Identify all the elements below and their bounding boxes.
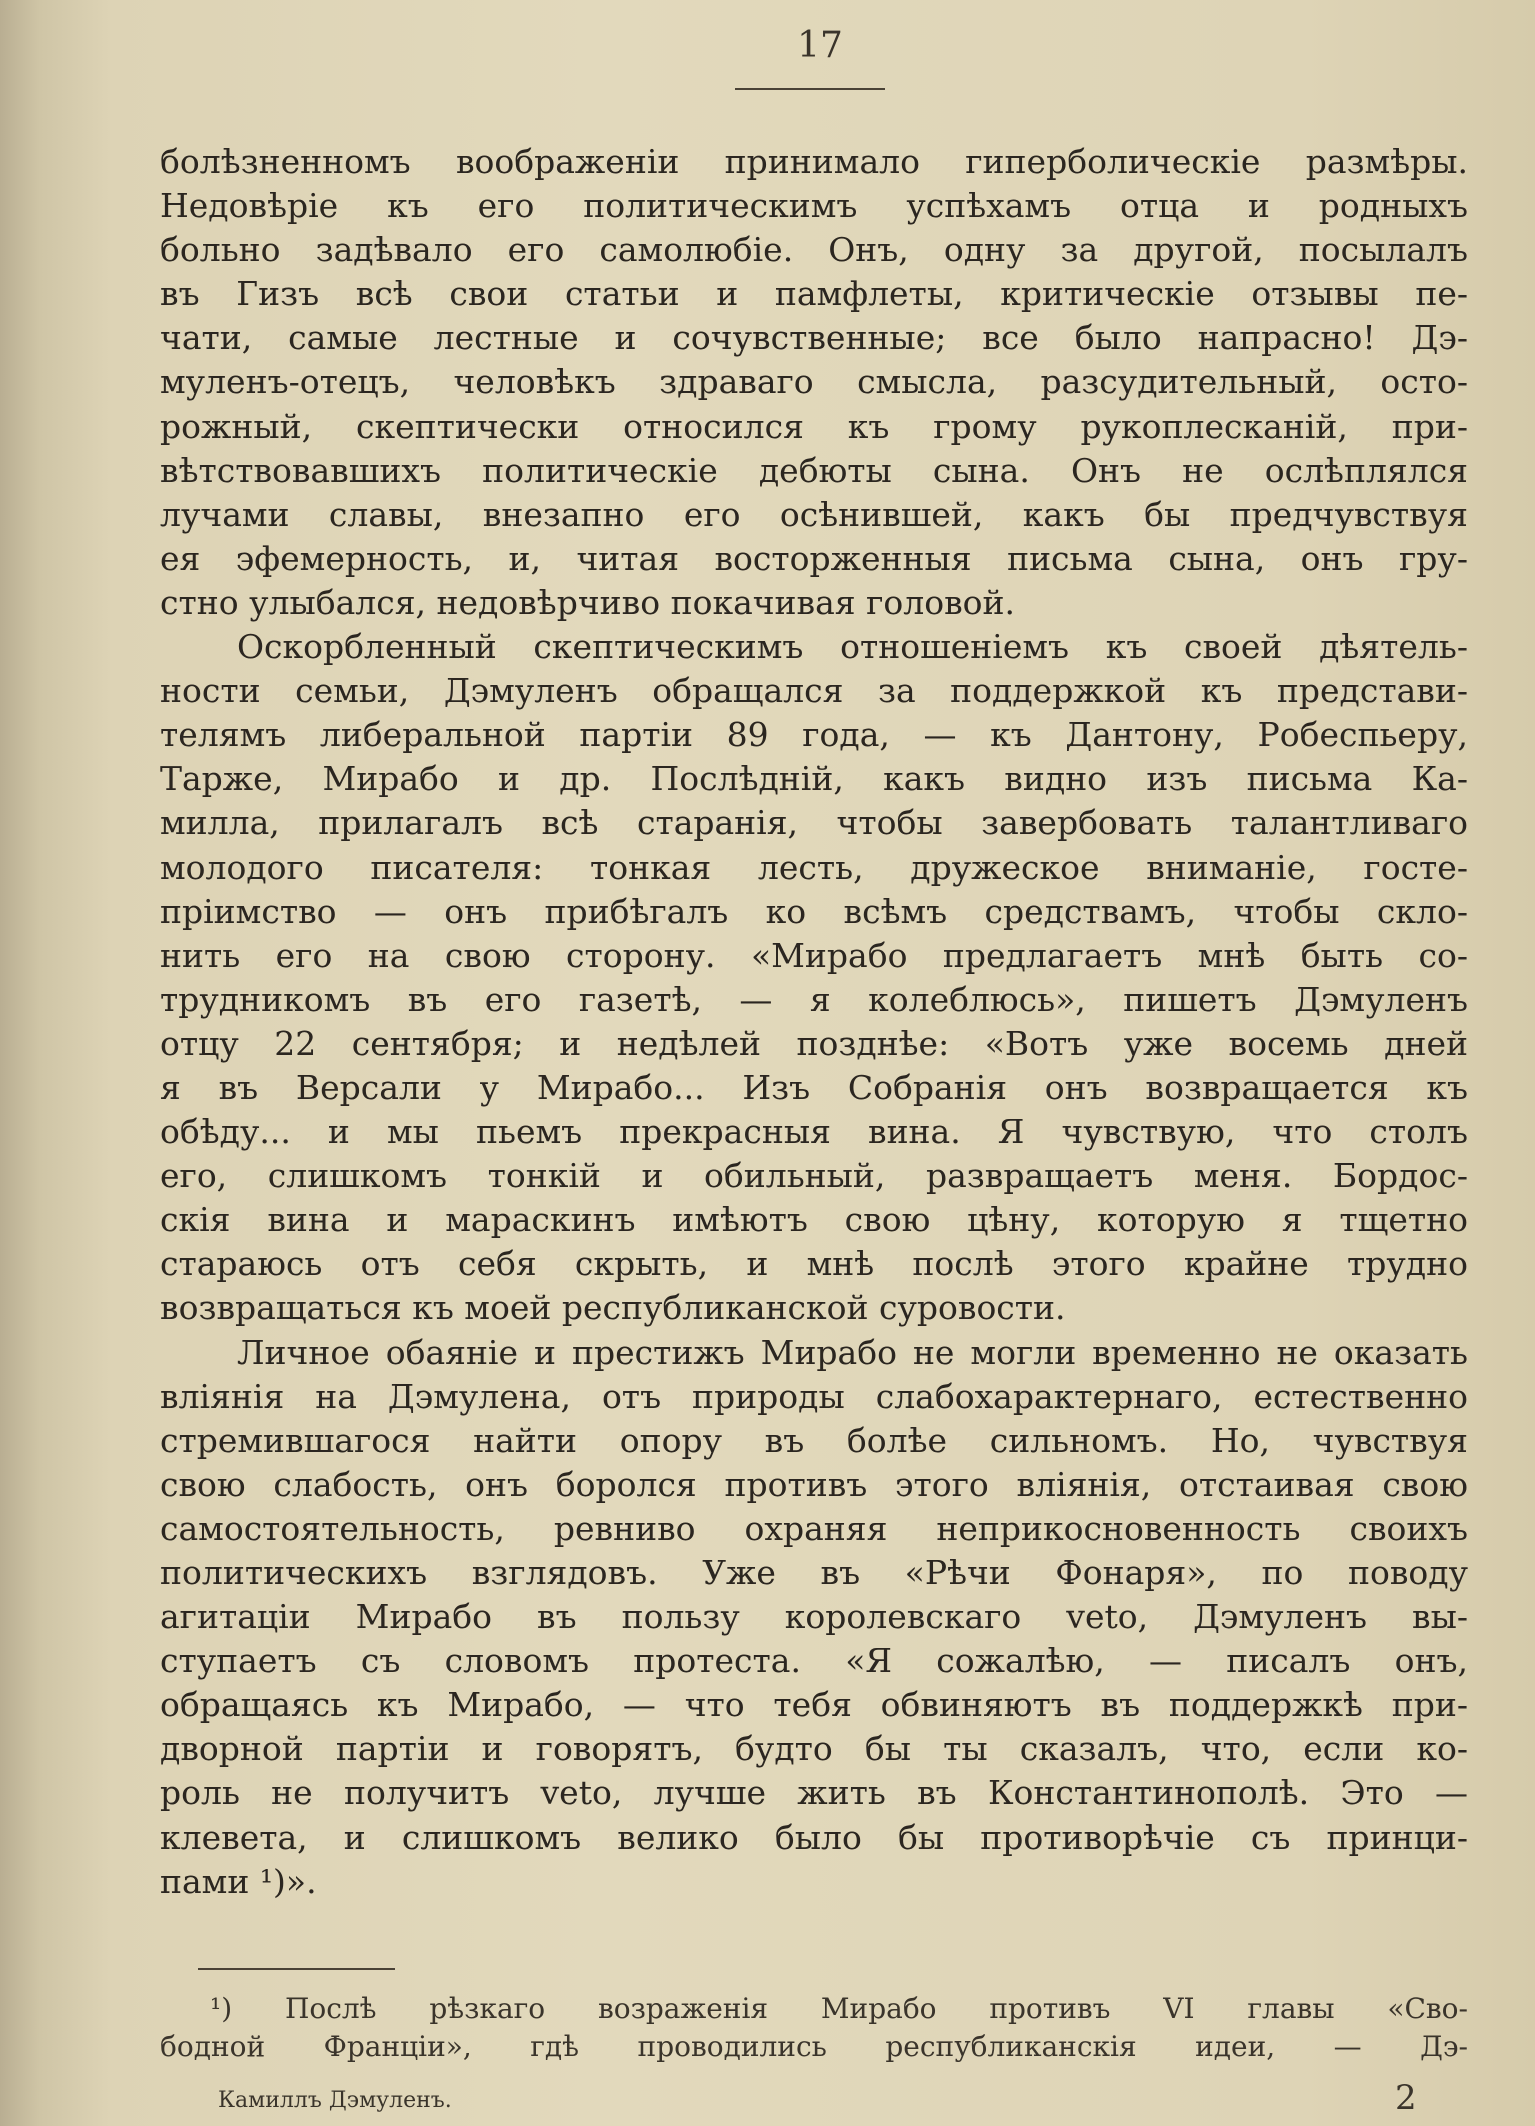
text-line: Недовѣріе къ его политическимъ успѣхамъ отца и родныхъ — [160, 186, 1468, 226]
text-line: пами ¹)». — [160, 1861, 317, 1901]
text-line: скія вина и мараскинъ имѣютъ свою цѣну, которую я тщетно — [160, 1200, 1468, 1240]
text-line: больно задѣвало его самолюбіе. Онъ, одну за другой, посылалъ — [160, 230, 1468, 270]
text-line: самостоятельность, ревниво охраняя неприкосновенность своихъ — [160, 1508, 1468, 1548]
text-line: стно улыбался, недовѣрчиво покачивая головой. — [160, 582, 1016, 622]
text-line: стараюсь отъ себя скрыть, и мнѣ послѣ этого крайне трудно — [160, 1244, 1468, 1284]
text-line: обѣду... и мы пьемъ прекрасныя вина. Я чувствую, что столъ — [160, 1112, 1468, 1152]
text-line: телямъ либеральной партіи 89 года, — къ Дантону, Робеспьеру, — [160, 715, 1468, 755]
text-line: его, слишкомъ тонкій и обильный, развращаетъ меня. Бордос- — [160, 1156, 1468, 1196]
footer-signature: Камиллъ Дэмуленъ. — [218, 2088, 452, 2113]
page-number: 17 — [797, 25, 843, 66]
text-line: свою слабость, онъ боролся противъ этого вліянія, отстаивая свою — [160, 1464, 1468, 1504]
text-line: ея эфемерность, и, читая восторженныя письма сына, онъ гру- — [160, 538, 1468, 578]
text-line: Оскорбленный скептическимъ отношеніемъ къ своей дѣятель- — [237, 627, 1468, 667]
text-line: лучами славы, внезапно его осѣнившей, какъ бы предчувствуя — [160, 494, 1468, 534]
text-line: въ Гизъ всѣ свои статьи и памфлеты, критическіе отзывы пе- — [160, 274, 1468, 314]
text-line: ности семьи, Дэмуленъ обращался за поддержкой къ представи- — [160, 671, 1468, 711]
text-line: болѣзненномъ воображеніи принимало гиперболическіе размѣры. — [160, 142, 1468, 181]
footnote-rule — [198, 1968, 395, 1970]
text-line: отцу 22 сентября; и недѣлей позднѣе: «Вотъ уже восемь дней — [160, 1023, 1468, 1063]
text-line: роль не получитъ veto, лучше жить въ Константинополѣ. Это — — [160, 1773, 1468, 1813]
text-line: молодого писателя: тонкая лесть, дружеское вниманіе, госте- — [160, 847, 1468, 887]
text-line: вліянія на Дэмулена, отъ природы слабохарактернаго, естественно — [160, 1376, 1468, 1416]
body-text — [160, 140, 1468, 1904]
footnote — [160, 1990, 1468, 2066]
text-line: трудникомъ въ его газетѣ, — я колеблюсь», пишетъ Дэмуленъ — [160, 979, 1468, 1019]
text-line: дворной партіи и говорятъ, будто бы ты сказалъ, что, если ко- — [160, 1729, 1468, 1769]
text-line: ступаетъ съ словомъ протеста. «Я сожалѣю, — писалъ онъ, — [160, 1641, 1468, 1681]
text-line: пріимство — онъ прибѣгалъ ко всѣмъ средствамъ, чтобы скло- — [160, 891, 1468, 931]
text-line: политическихъ взглядовъ. Уже въ «Рѣчи Фонаря», по поводу — [160, 1553, 1468, 1592]
text-line: рожный, скептически относился къ грому рукоплесканій, при- — [160, 406, 1468, 446]
footer-sheet-number: 2 — [1395, 2078, 1417, 2118]
text-line: возвращаться къ моей республиканской суровости. — [160, 1288, 1066, 1328]
text-line: милла, прилагалъ всѣ старанія, чтобы завербовать талантливаго — [160, 803, 1468, 843]
header-rule — [735, 88, 885, 90]
text-line: Тарже, Мирабо и др. Послѣдній, какъ видно изъ письма Ка- — [160, 759, 1468, 799]
text-line: вѣтствовавшихъ политическіе дебюты сына. Онъ не ослѣплялся — [160, 450, 1468, 490]
text-line: клевета, и слишкомъ велико было бы противорѣчіе съ принци- — [160, 1817, 1468, 1857]
text-line: агитаціи Мирабо въ пользу королевскаго veto, Дэмуленъ вы- — [160, 1597, 1468, 1637]
text-line: стремившагося найти опору въ болѣе сильномъ. Но, чувствуя — [160, 1420, 1468, 1460]
footnote-line: бодной Франціи», гдѣ проводились республиканскія идеи, — Дэ- — [160, 2030, 1468, 2063]
text-line: нить его на свою сторону. «Мирабо предлагаетъ мнѣ быть со- — [160, 935, 1468, 975]
text-line: Личное обаяніе и престижъ Мирабо не могли временно не оказать — [237, 1332, 1468, 1372]
text-line: чати, самые лестные и сочувственные; все было напрасно! Дэ- — [160, 318, 1468, 358]
text-line: муленъ-отецъ, человѣкъ здраваго смысла, разсудительный, осто- — [160, 362, 1468, 402]
text-line: я въ Версали у Мирабо... Изъ Собранія онъ возвращается къ — [160, 1067, 1468, 1107]
footnote-line: ¹) Послѣ рѣзкаго возраженія Мирабо противъ VI главы «Сво- — [210, 1992, 1468, 2025]
text-line: обращаясь къ Мирабо, — что тебя обвиняютъ въ поддержкѣ при- — [160, 1685, 1468, 1725]
